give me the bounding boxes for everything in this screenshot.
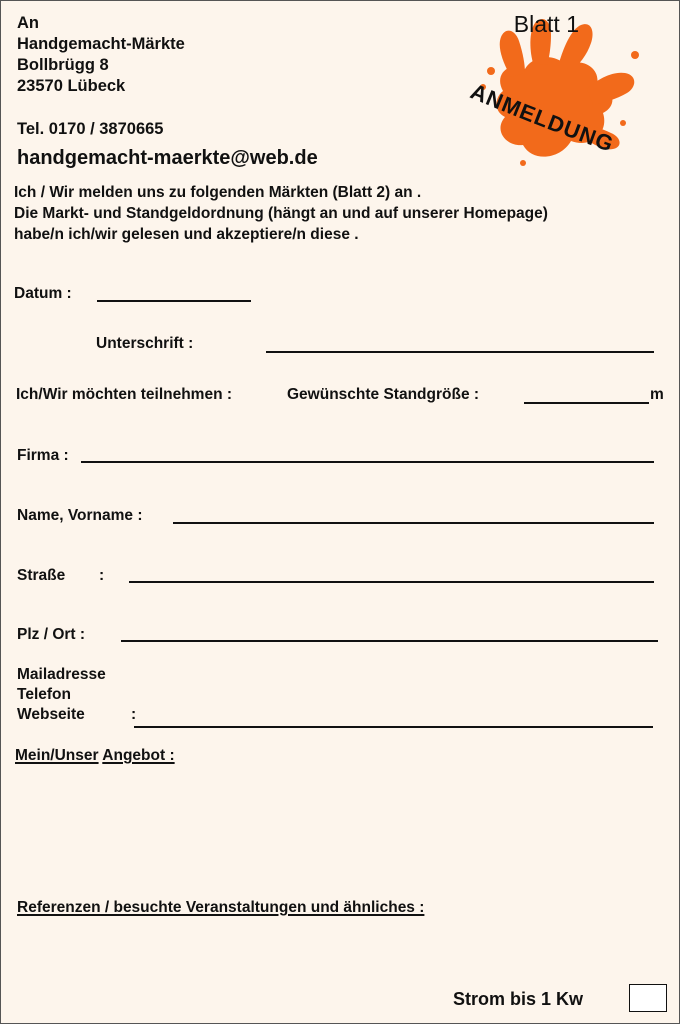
- date-label: Datum :: [14, 285, 72, 302]
- date-field-line[interactable]: [97, 300, 251, 302]
- name-label: Name, Vorname :: [17, 507, 143, 524]
- power-checkbox[interactable]: [629, 984, 667, 1012]
- references-text-area[interactable]: [17, 923, 617, 973]
- stand-size-label: Gewünschte Standgröße :: [287, 386, 480, 403]
- street-label: Straße: [17, 567, 66, 584]
- mail-label: Mailadresse: [17, 666, 106, 683]
- sheet-number: Blatt 1: [513, 11, 579, 37]
- contact-field-line[interactable]: [134, 726, 653, 728]
- references-label: Referenzen / besuchte Veranstaltungen und ähnliches :: [17, 899, 425, 916]
- city-label: Plz / Ort :: [17, 626, 86, 643]
- street-field-line[interactable]: [129, 581, 654, 583]
- intro-line: Ich / Wir melden uns zu folgenden Märkten (Blatt 2) an .: [14, 184, 422, 201]
- address-line: An: [17, 14, 39, 32]
- signature-label: Unterschrift :: [96, 335, 194, 352]
- company-field-line[interactable]: [81, 461, 654, 463]
- intro-line: Die Markt- und Standgeldordnung (hängt an und auf unserer Homepage): [14, 205, 548, 222]
- website-label: Webseite: [17, 706, 85, 723]
- website-colon: :: [131, 706, 137, 723]
- intro-text: [14, 182, 548, 245]
- offer-label-part: Mein/Unser: [15, 747, 99, 764]
- offer-text-area[interactable]: [15, 773, 655, 883]
- telephone-label: Telefon: [17, 686, 71, 703]
- address-line: 23570 Lübeck: [17, 77, 126, 95]
- email-address: handgemacht-maerkte@web.de: [17, 147, 318, 169]
- logo-word-text: ANMELDUNG: [466, 78, 618, 157]
- address-line: Handgemacht-Märkte: [17, 35, 185, 53]
- company-label: Firma :: [17, 447, 69, 464]
- phone-number: Tel. 0170 / 3870665: [17, 120, 164, 138]
- name-field-line[interactable]: [173, 522, 654, 524]
- street-colon: :: [99, 567, 105, 584]
- participate-label: Ich/Wir möchten teilnehmen :: [16, 386, 233, 403]
- offer-label-part: Angebot :: [102, 747, 175, 764]
- offer-label: [15, 747, 175, 765]
- intro-line: habe/n ich/wir gelesen und akzeptiere/n diese .: [14, 226, 359, 243]
- signature-field-line[interactable]: [266, 351, 654, 353]
- address-line: Bollbrügg 8: [17, 56, 109, 74]
- power-label: Strom bis 1 Kw: [453, 989, 584, 1009]
- city-field-line[interactable]: [121, 640, 658, 642]
- recipient-address: [17, 13, 185, 97]
- stand-size-field-line[interactable]: [524, 402, 649, 404]
- stand-size-unit: m: [650, 386, 664, 403]
